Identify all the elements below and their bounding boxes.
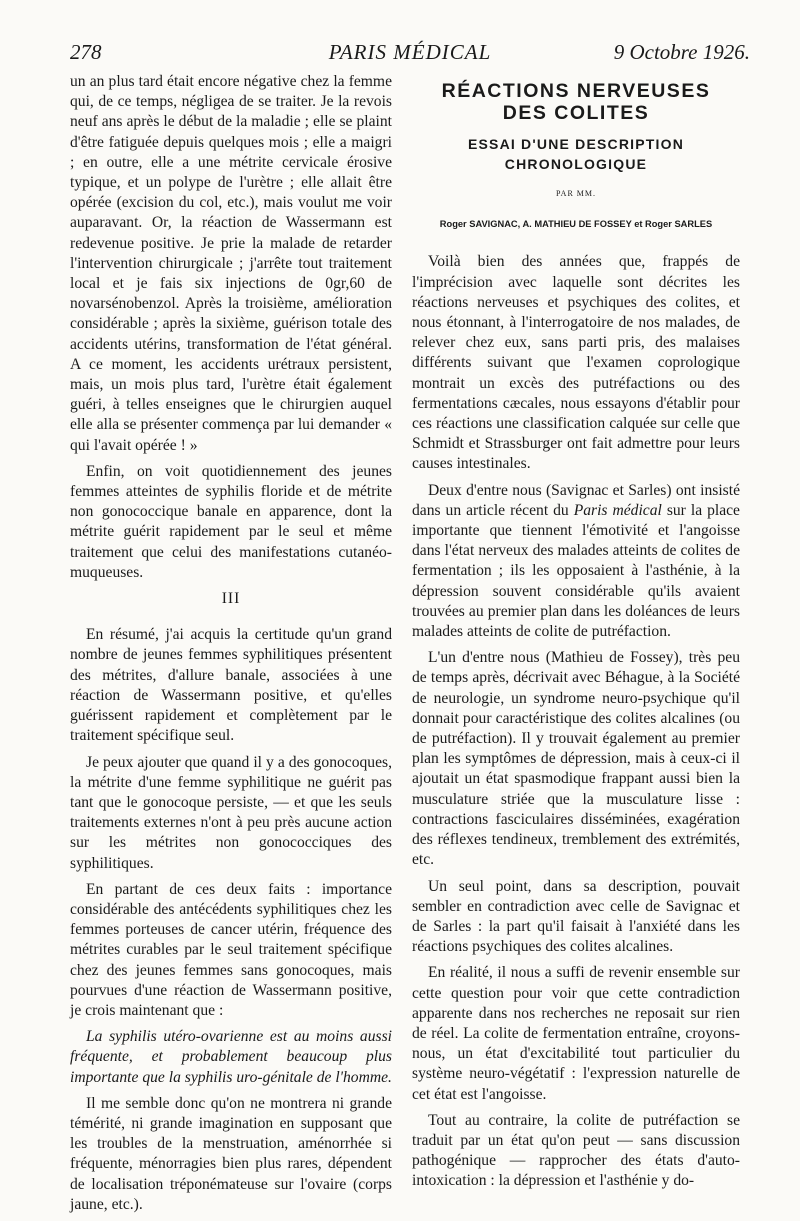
left-column — [70, 72, 392, 1221]
article-title-line: DES COLITES — [502, 102, 650, 124]
paragraph: Il me semble donc qu'on ne montrera ni grande témérité, ni grande imagination en supposant que les troubles de la menstruation, aménorrhée si fréquente, ménorragies bien plus rares, dépendent de localisation tréponémateuse sur l'ovaire (corps jaune, etc.). — [70, 1094, 392, 1213]
right-column — [412, 80, 740, 1198]
text-run: sur la place importante que tiennent l'émotivité et l'angoisse dans l'état nerveux des malades atteints de colites de fermentation ; ils les opposaient à l'asthénie, à la dépression souvent considérable qu'ils avaient trouvées au premier plan dans les doléances de leurs malades atteints de colite de putréfaction. — [412, 501, 740, 641]
journal-title: PARIS MÉDICAL — [328, 40, 492, 64]
paragraph: un an plus tard était encore négative chez la femme qui, de ce temps, négligea de se traiter. Je la revois neuf ans après le début de la maladie ; elle se plaint d'être fatiguée depuis quelques mois ; elle a maigri ; en outre, elle a une métrite cervicale érosive typique, et un polype de l'urètre ; elle allait être opérée (excision du col, etc.), mais voulut me voir auparavant. Or, la réaction de Wassermann est redevenue positive. Je prie la malade de retarder l'intervention chirurgicale ; j'arrête tout traitement local et je fais six injections de 0gr,60 de novarsénobenzol. Après la troisième, amélioration considérable ; après la sixième, guérison totale des accidents utérins, transformation de l'état général. A ce moment, les accidents urétraux persistent, mais, un mois plus tard, l'urètre était également guéri, à telles enseignes que le chirurgien auquel elle alla se présenter commença par lui demander « qui l'avait opérée ! » — [70, 73, 392, 454]
article-subtitle-line: CHRONOLOGIQUE — [504, 156, 648, 172]
paragraph: En partant de ces deux faits : importance considérable des antécédents syphilitiques chez les femmes porteuses de cancer utérin, fréquence des métrites curables par le seul traitement spécifique chez des jeunes femmes sans gonocoques, mais pourvues d'une réaction de Wassermann positive, je crois maintenant que : — [70, 880, 392, 1019]
article-title — [412, 80, 740, 124]
journal-reference: Paris médical — [573, 501, 662, 519]
article-subtitle — [412, 134, 740, 174]
italic-statement: La syphilis utéro-ovarienne est au moins aussi fréquente, et probablement beaucoup plus importante que la syphilis uro-génitale de l'homme. — [70, 1028, 392, 1086]
article-subtitle-line: ESSAI D'UNE DESCRIPTION — [467, 136, 685, 152]
paragraph: Je peux ajouter que quand il y a des gonocoques, la métrite d'une femme syphilitique ne guérit pas tant que le gonocoque persiste, — et que les seuls traitements externes n'ont à peu près aucune action sur les métrites non gonococciques des syphilitiques. — [70, 753, 392, 872]
paragraph: En résumé, j'ai acquis la certitude qu'un grand nombre de jeunes femmes syphilitiques présentent des métrites, d'allure banale, associées à une réaction de Wassermann positive, et qu'elles guérissent rapidement et complètement par le traitement spécifique seul. — [70, 626, 392, 745]
paragraph: Enfin, on voit quotidiennement des jeunes femmes atteintes de syphilis floride et de métrite non gonococcique banale en apparence, dont la métrite guérit rapidement par le seul et même traitement que celui des manifestations cutanéo-muqueuses. — [70, 462, 392, 581]
paragraph: En réalité, il nous a suffi de revenir ensemble sur cette question pour voir que cette contradiction apparente dans nos recherches ne reposait sur rien de réel. La colite de fermentation entraîne, croyons-nous, un état d'excitabilité tout particulier du système neuro-végétatif : l'expression naturelle de cet état est l'angoisse. — [412, 964, 740, 1103]
article-title-line: RÉACTIONS NERVEUSES — [441, 80, 711, 102]
paragraph: Tout au contraire, la colite de putréfaction se traduit par un état qu'on peut — sans discussion pathogénique — rapprocher des états d'auto-intoxication : la dépression et l'asthénie y do- — [412, 1111, 740, 1190]
issue-date: 9 Octobre 1926. — [613, 40, 750, 64]
authors: Roger SAVIGNAC, A. MATHIEU DE FOSSEY et Roger SARLES — [439, 219, 713, 230]
paragraph: Un seul point, dans sa description, pouvait sembler en contradiction avec celle de Savignac et de Sarles : la part qu'il faisait à l'anxiété dans les réactions psychiques des colites alcalines. — [412, 877, 740, 956]
paragraph: Voilà bien des années que, frappés de l'imprécision avec laquelle sont décrites les réactions nerveuses et psychiques des colites, et nous étonnant, à l'interrogatoire de nos malades, de relever chez eux, sans parti pris, des malaises différents suivant que l'examen coprologique montrait un excès des putréfactions ou des fermentations cæcales, nous essayons d'établir pour ces réactions une classification calquée sur celle que Schmidt et Strassburger ont fait admettre pour leurs causes intestinales. — [412, 253, 740, 473]
text-run: Deux d'entre nous (Savignac et Sarles) ont insisté dans un article récent du — [412, 481, 740, 519]
section-number: III — [221, 590, 241, 608]
byline: PAR MM. — [555, 189, 597, 198]
paragraph — [412, 481, 740, 643]
page-header — [70, 40, 750, 70]
page-number: 278 — [70, 40, 102, 64]
paragraph: L'un d'entre nous (Mathieu de Fossey), très peu de temps après, décrivait avec Béhague, à la Société de neurologie, un syndrome neuro-psychique qu'il donnait pour caractéristique des colites alcalines (ou de putréfaction). Il y trouvait également au premier plan les symptômes de dépression, mais à ceux-ci il ajoutait un état spasmodique frappant aussi bien la musculature striée que la musculature lisse : contractions fasciculaires disséminées, exagération des réflexes tendineux, tremblement des extrémités, etc. — [412, 649, 740, 869]
